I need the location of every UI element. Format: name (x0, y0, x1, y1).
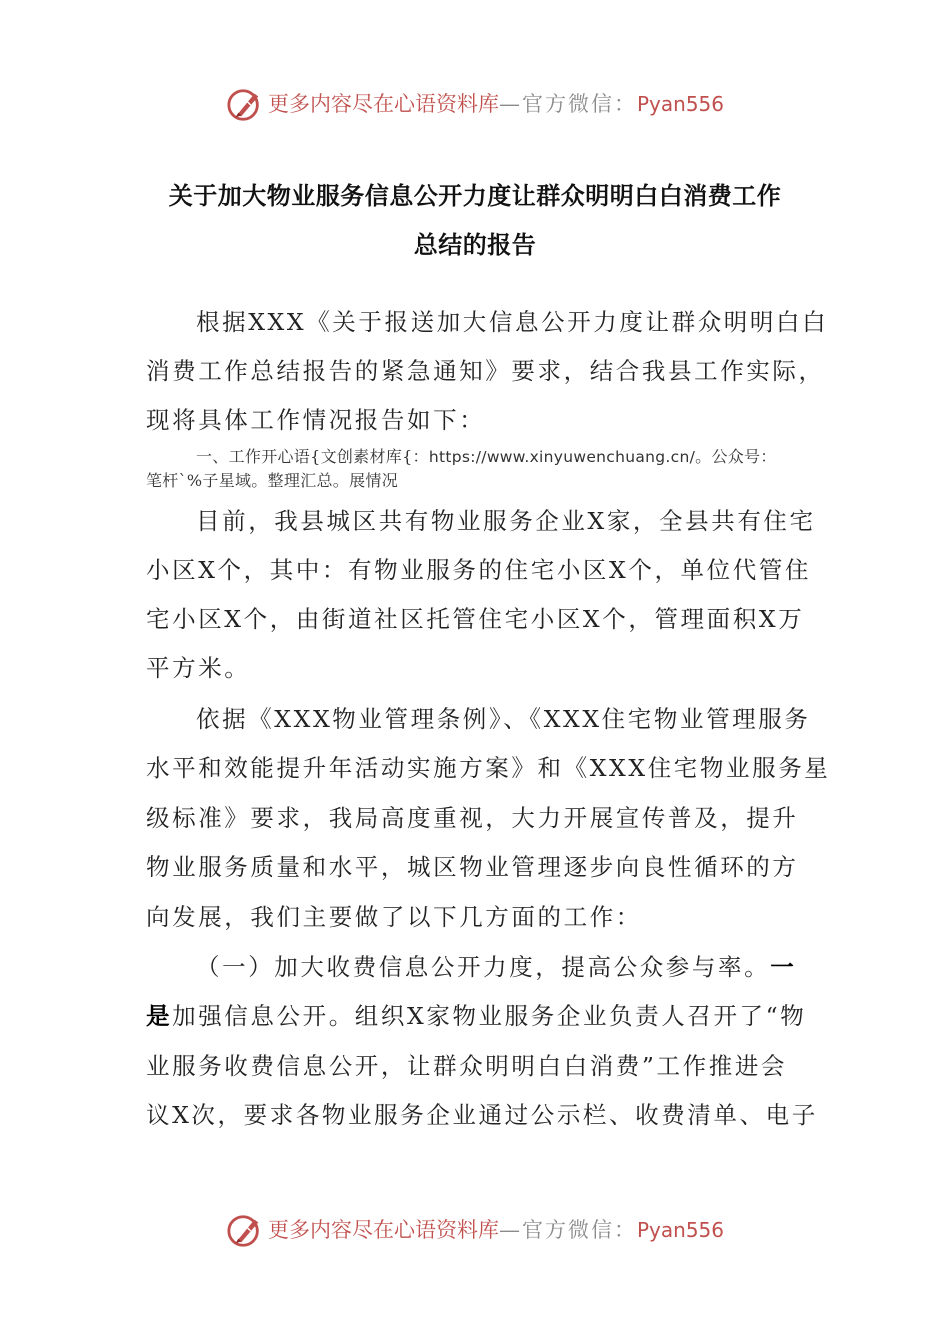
emphasis-marker: 一 (770, 953, 797, 981)
paragraph-line: 宅小区X个，由街道社区托管住宅小区X个，管理面积X万 (146, 605, 805, 633)
paragraph-line: 依据《XXX物业管理条例》、《XXX住宅物业管理服务 (196, 705, 811, 733)
section-heading: （一）加大收费信息公开力度，提高公众参与率。 (196, 953, 771, 981)
paragraph-line: 小区X个，其中：有物业服务的住宅小区X个，单位代管住 (146, 556, 812, 584)
paragraph-line: 根据XXX《关于报送加大信息公开力度让群众明明白白 (196, 308, 829, 336)
paragraph-line: 现将具体工作情况报告如下： (146, 406, 486, 434)
inline-note-text: 。公众号： (695, 447, 777, 466)
banner-text-label: —官方微信： (499, 1218, 637, 1242)
banner-text-label: —官方微信： (499, 92, 637, 116)
inline-note-continued: 笔杆`%子星域。整理汇总。展情况 (146, 471, 399, 490)
banner-text-main: 更多内容尽在心语资料库 (268, 1218, 499, 1242)
document-title-continued: 总结的报告 (413, 230, 537, 259)
banner-wechat-id: Pyan556 (637, 92, 725, 116)
document-title: 关于加大物业服务信息公开力度让群众明明白白消费工作 (168, 181, 782, 210)
paragraph-line: 水平和效能提升年活动实施方案》和《XXX住宅物业服务星 (146, 754, 831, 782)
paragraph-line: 业服务收费信息公开，让群众明明白白消费”工作推进会 (146, 1052, 788, 1080)
paragraph-line (146, 1000, 806, 1032)
paragraph-line: 级标准》要求，我局高度重视，大力开展宣传普及，提升 (146, 804, 799, 832)
section-heading-line (196, 951, 796, 983)
paragraph-line: 目前，我县城区共有物业服务企业X家，全县共有住宅 (196, 507, 816, 535)
emphasis-marker: 是 (146, 1002, 173, 1030)
paragraph-line: 议X次，要求各物业服务企业通过公示栏、收费清单、电子 (146, 1101, 818, 1129)
pen-nib-circle-icon (226, 86, 264, 124)
paragraph-line: 向发展，我们主要做了以下几方面的工作： (146, 903, 642, 931)
inline-note-url: https://www.xinyuwenchuang.cn/ (428, 448, 696, 466)
paragraph-line: 平方米。 (146, 654, 251, 682)
inline-note (196, 446, 777, 468)
inline-note-text: 一、工作开心语{文创素材库{： (196, 447, 429, 466)
paragraph-line: 消费工作总结报告的紧急通知》要求，结合我县工作实际， (146, 357, 825, 385)
pen-nib-circle-icon (226, 1212, 264, 1250)
paragraph-text: 加强信息公开。组织X家物业服务企业负责人召开了“物 (172, 1002, 807, 1030)
footer-banner (0, 1206, 950, 1254)
paragraph-line: 物业服务质量和水平，城区物业管理逐步向良性循环的方 (146, 853, 799, 881)
header-banner (0, 80, 950, 128)
banner-wechat-id: Pyan556 (637, 1218, 725, 1242)
banner-text-main: 更多内容尽在心语资料库 (268, 92, 499, 116)
